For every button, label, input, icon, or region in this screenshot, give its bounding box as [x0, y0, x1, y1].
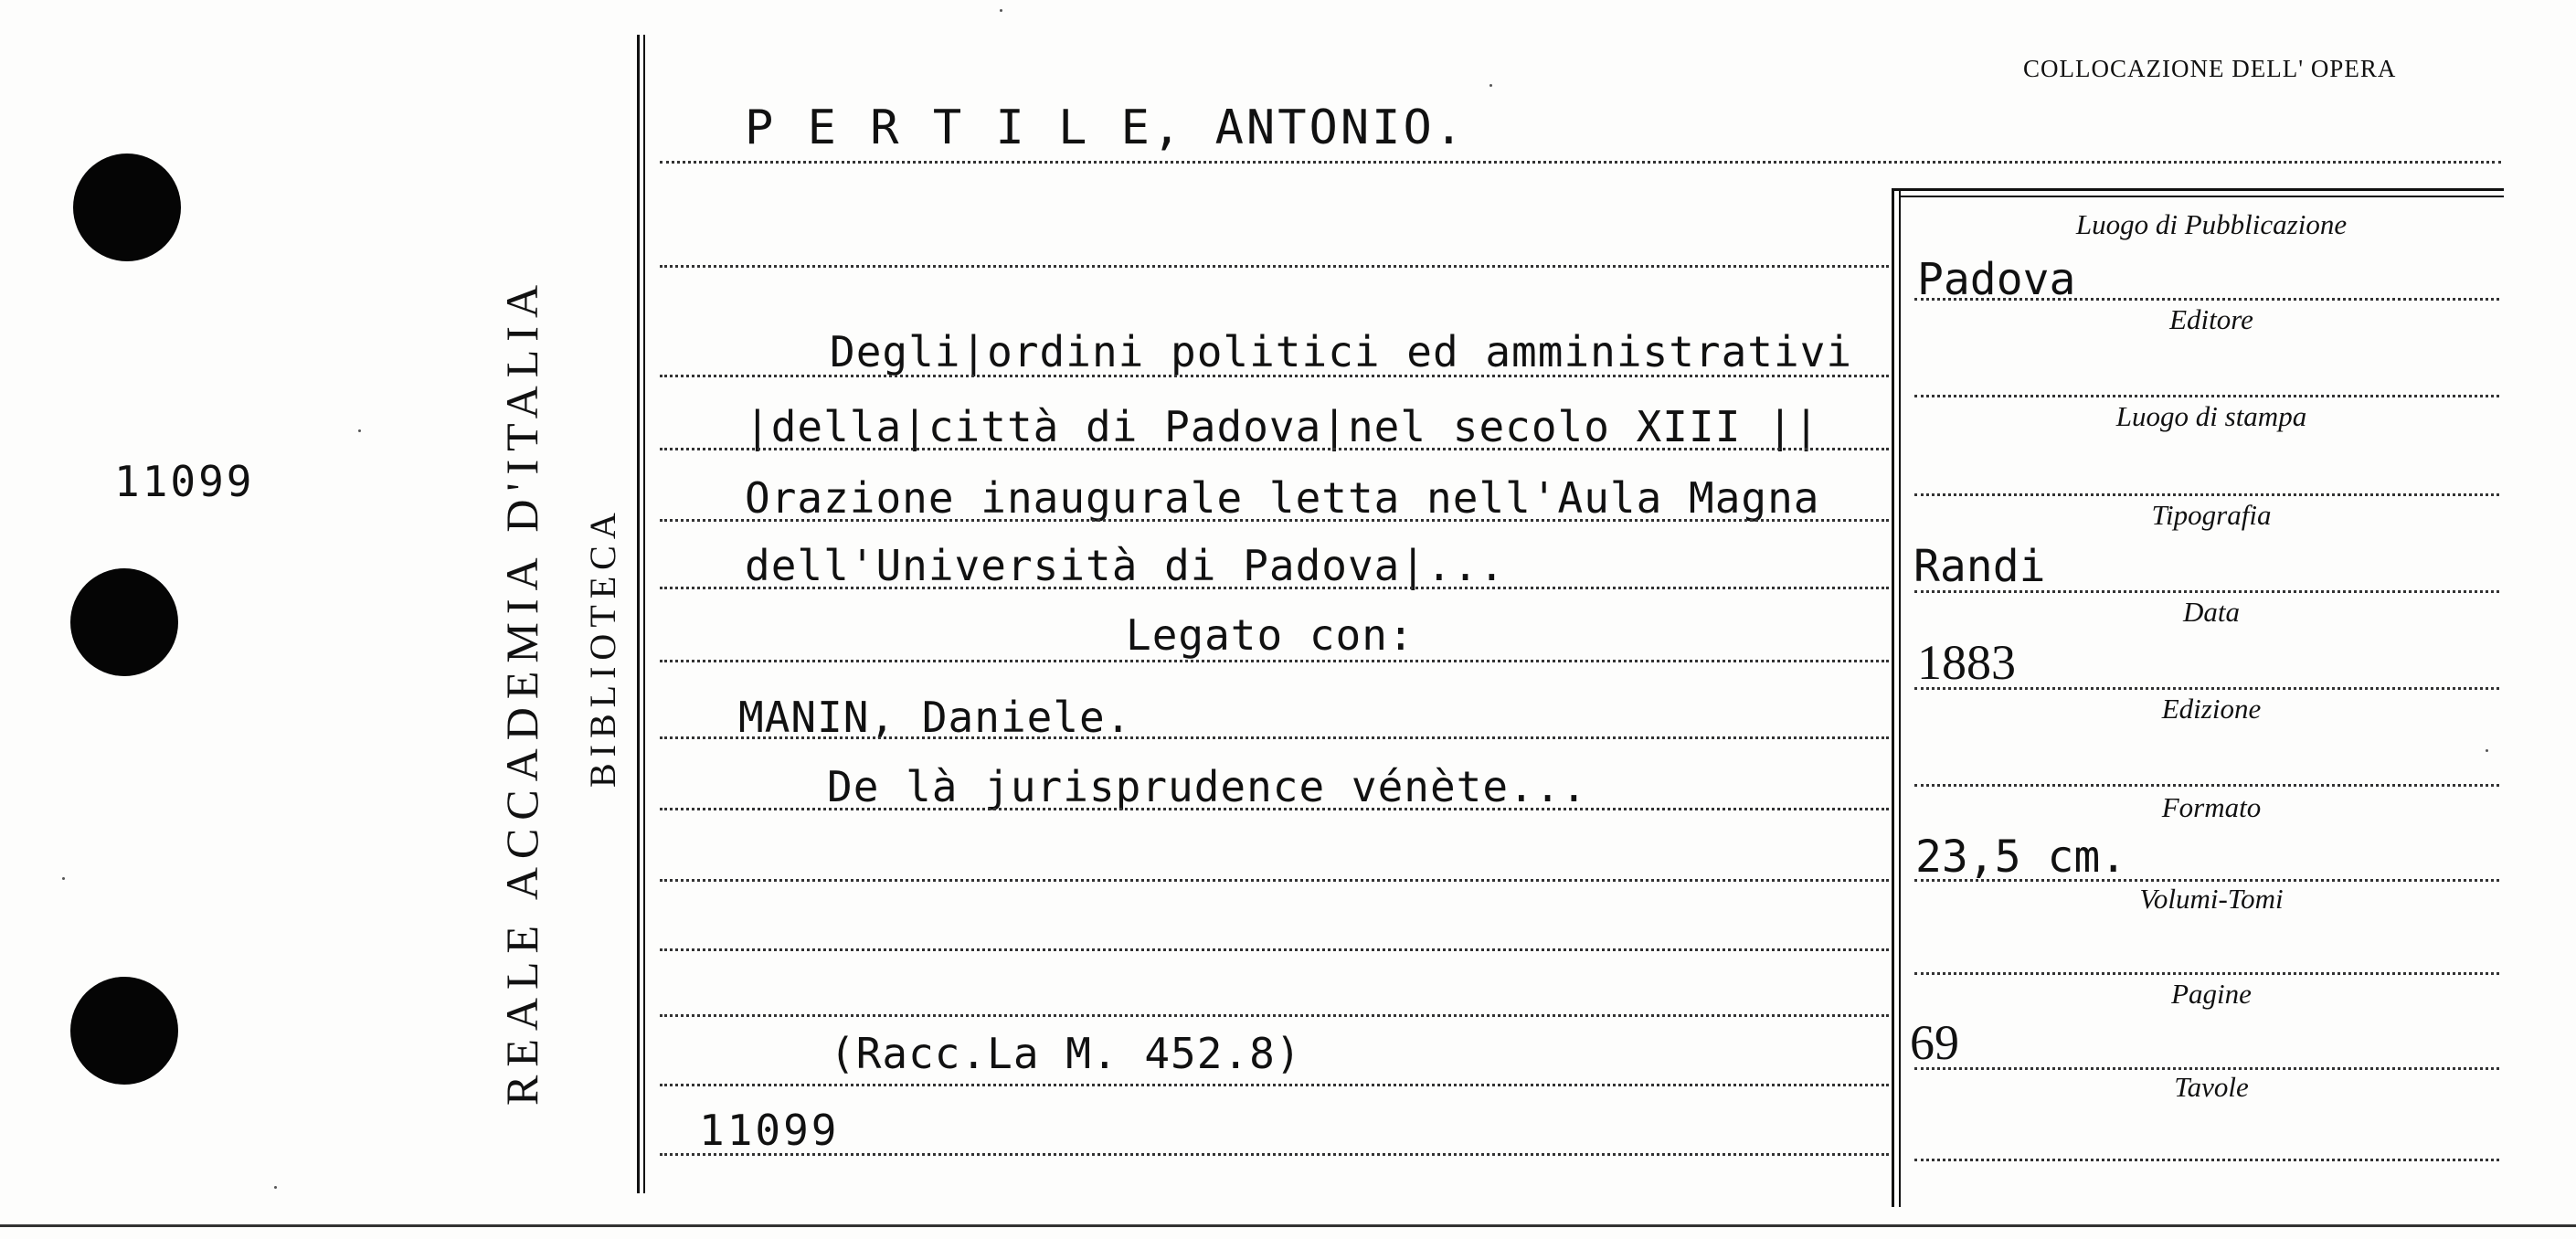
bound-with-label: Legato con: [1126, 610, 1415, 660]
field-box-rule-inner [1899, 188, 1901, 1207]
field-rule [1914, 784, 2499, 787]
spine-rule-inner [643, 35, 645, 1193]
rule-line [660, 660, 1889, 662]
field-label-volumi-tomi: Volumi-Tomi [2139, 883, 2284, 915]
punch-hole-bottom [70, 977, 178, 1085]
rule-line [660, 1014, 1889, 1017]
rule-line [660, 808, 1889, 810]
field-label-data: Data [2183, 596, 2240, 628]
shelfmark: (Racc.La M. 452.8) [830, 1029, 1302, 1078]
dust-speck [274, 1186, 277, 1189]
field-label-edizione: Edizione [2161, 693, 2262, 725]
library-name: BIBLIOTECA [582, 506, 623, 788]
field-value-formato: 23,5 cm. [1915, 831, 2127, 883]
field-label-tavole: Tavole [2174, 1071, 2249, 1103]
punch-hole-top [73, 154, 181, 261]
spine-rule-outer [637, 35, 640, 1193]
collocazione-heading: COLLOCAZIONE DELL' OPERA [2023, 55, 2397, 82]
rule-line [660, 948, 1889, 951]
field-rule [1914, 590, 2499, 593]
rule-line [660, 1153, 1889, 1156]
field-rule [1914, 493, 2499, 496]
field-box-top-inner [1899, 196, 2504, 197]
margin-inventory-number: 11099 [114, 457, 255, 506]
field-label-editore: Editore [2169, 303, 2253, 335]
dust-speck [2486, 749, 2488, 752]
rule-line [660, 161, 2501, 164]
second-author: MANIN, Daniele. [738, 693, 1132, 742]
field-rule [1914, 687, 2499, 690]
field-label-pagine: Pagine [2171, 978, 2252, 1010]
field-rule [1914, 972, 2499, 975]
rule-line [660, 448, 1889, 450]
field-label-tipografia: Tipografia [2151, 499, 2272, 531]
field-rule [1914, 1067, 2499, 1070]
field-rule [1914, 879, 2499, 882]
rule-line [660, 1084, 1889, 1086]
field-value-tipografia: Randi [1913, 541, 2046, 592]
dust-speck [358, 429, 361, 432]
rule-line [660, 519, 1889, 522]
field-rule [1914, 298, 2499, 301]
rule-line [660, 736, 1889, 739]
card-bottom-edge [0, 1224, 2576, 1227]
author-heading: P E R T I L E, ANTONIO. [745, 101, 1467, 155]
field-value-pagine: 69 [1910, 1015, 1959, 1070]
rule-line [660, 587, 1889, 589]
dust-speck [62, 877, 65, 880]
rule-line [660, 265, 1889, 268]
institution-name: REALE ACCADEMIA D'ITALIA [496, 276, 547, 1106]
field-label-luogo-stampa: Luogo di stampa [2115, 400, 2307, 432]
dust-speck [1000, 9, 1002, 12]
second-title: De là jurisprudence vénète... [827, 762, 1588, 811]
punch-hole-middle [70, 568, 178, 676]
field-value-data: 1883 [1917, 635, 2016, 690]
rule-line [660, 375, 1889, 377]
field-label-luogo-pubblicazione: Luogo di Pubblicazione [2075, 208, 2348, 240]
field-label-formato: Formato [2161, 791, 2262, 823]
field-rule [1914, 395, 2499, 397]
title-line-3: Orazione inaugurale letta nell'Aula Magna [745, 473, 1820, 523]
title-line-4: dell'Università di Padova|... [745, 541, 1506, 590]
field-rule [1914, 1159, 2499, 1161]
rule-line [660, 879, 1889, 882]
field-value-luogo-pubblicazione: Padova [1917, 254, 2076, 305]
dust-speck [1489, 84, 1492, 87]
field-box-top-outer [1892, 188, 2504, 191]
title-line-1: Degli|ordini politici ed amministrativi [830, 327, 1853, 376]
field-box-rule-outer [1892, 188, 1894, 1207]
inventory-number: 11099 [699, 1106, 840, 1155]
title-line-2: |della|città di Padova|nel secolo XIII || [745, 402, 1820, 451]
